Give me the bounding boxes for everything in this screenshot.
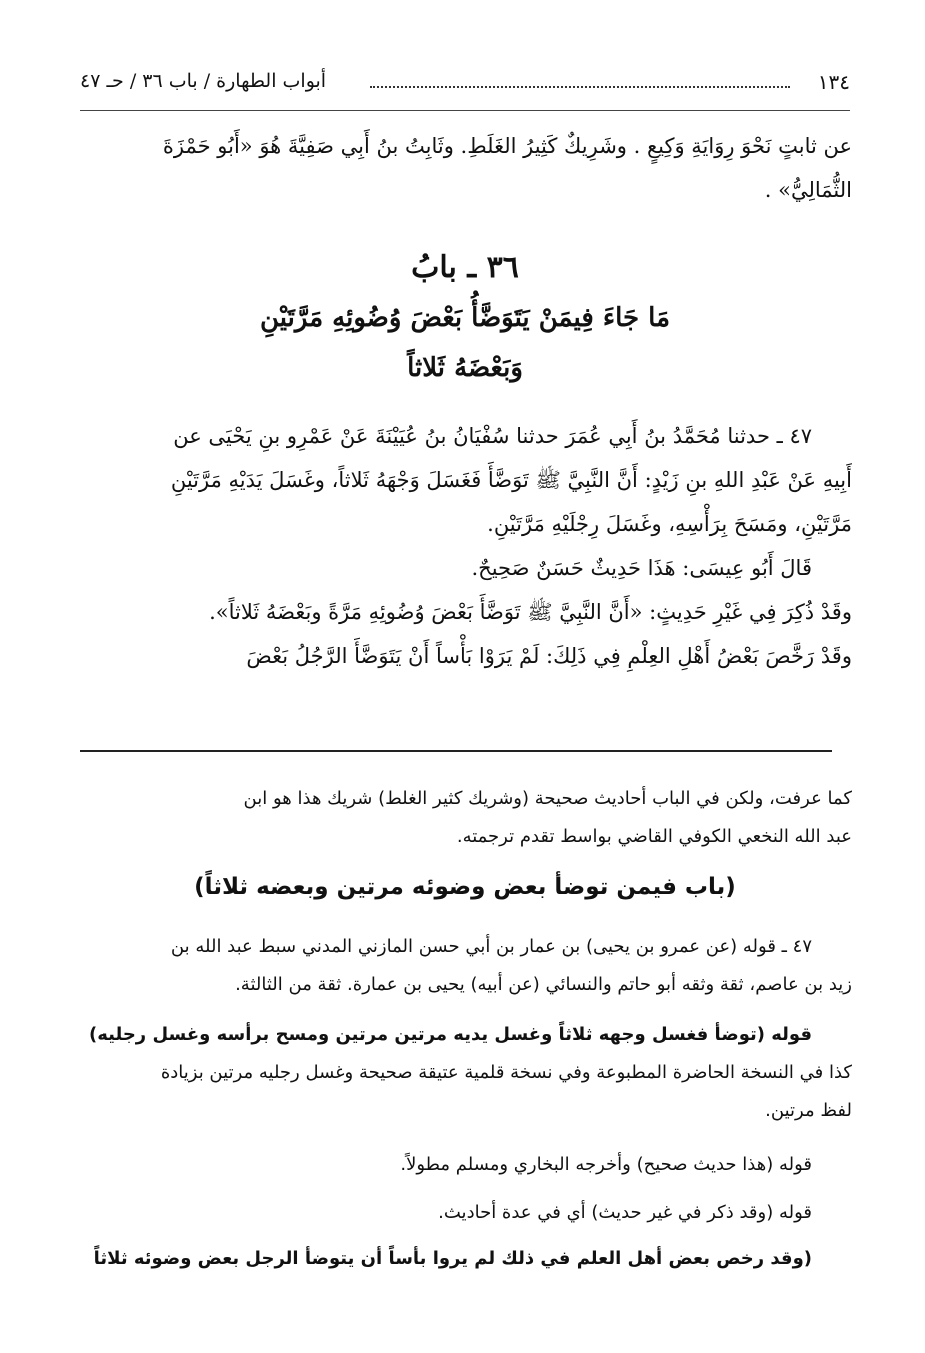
footnote-paragraph-2 — [78, 928, 852, 1004]
text-line: زيد بن عاصم، ثقة وثقه أبو حاتم والنسائي (عن أبيه) يحيى بن عمارة. ثقة من الثالثة. — [235, 974, 852, 995]
text-line: قوله (وقد ذكر في غير حديث) أي في عدة أحاديث. — [438, 1202, 812, 1223]
text-line: (وقد رخص بعض أهل العلم في ذلك لم يروا بأساً أن يتوضأ الرجل بعض وضوئه ثلاثاً — [93, 1248, 812, 1269]
footnote-paragraph-4 — [78, 1146, 852, 1184]
header-rule — [80, 110, 850, 111]
text-line: عبد الله النخعي الكوفي القاضي بواسط تقدم ترجمته. — [456, 826, 852, 847]
footnote-paragraph-6 — [78, 1240, 852, 1278]
text-line: وقَدْ ذُكِرَ فِي غَيْرِ حَدِيثٍ: «أَنَّ النَّبِيَّ ﷺ تَوَضَّأَ بَعْضَ وُضُوئِهِ مَرَّةً وبَعْضَهُ ثَلاثاً». — [209, 600, 852, 624]
chapter-title-line2: وَبَعْضَهُ ثَلاثاً — [407, 353, 523, 383]
text-line: قوله (هذا حديث صحيح) وأخرجه البخاري ومسلم مطولاً. — [400, 1154, 812, 1175]
text-line: لفظ مرتين. — [765, 1100, 852, 1121]
chapter-title-line1: مَا جَاءَ فِيمَنْ يَتَوَضَّأُ بَعْضَ وُضُوئِهِ مَرَّتَيْنِ — [259, 303, 670, 333]
text-line: كذا في النسخة الحاضرة المطبوعة وفي نسخة قلمية عتيقة صحيحة وغسل رجليه مرتين بزيادة — [160, 1062, 852, 1083]
footnote-heading: (باب فيمن توضأ بعض وضوئه مرتين وبعضه ثلاثاً) — [194, 874, 736, 900]
header-dot-leader — [370, 86, 790, 88]
text-line: أَبِيهِ عَنْ عَبْدِ اللهِ بنِ زَيْدٍ: أَنَّ النَّبِيَّ ﷺ تَوَضَّأَ فَغَسَلَ وَجْهَهُ ثَلاثاً، وغَسَلَ يَدَيْهِ مَرَّتَيْنِ — [170, 468, 852, 492]
footnote-paragraph-5 — [78, 1194, 852, 1232]
text-line: وقَدْ رَخَّصَ بَعْضُ أَهْلِ العِلْمِ فِي ذَلِكَ: لَمْ يَرَوْا بَأْساً أَنْ يَتَوَضَّأَ الرَّجُلُ بَعْضَ — [246, 644, 852, 668]
text-line: الثُّمَالِيُّ» . — [764, 178, 852, 202]
page-header — [80, 68, 850, 104]
text-line: قوله (توضأ فغسل وجهه ثلاثاً وغسل يديه مرتين مرتين ومسح برأسه وغسل رجليه) — [89, 1024, 812, 1045]
hadith-paragraph — [78, 414, 852, 678]
text-line: قَالَ أَبُو عِيسَى: هَذَا حَدِيثٌ حَسَنٌ صَحِيحٌ. — [471, 556, 812, 580]
chapter-number: ٣٦ ـ بابُ — [411, 250, 519, 285]
running-title: أبواب الطهارة / باب ٣٦ / حـ ٤٧ — [80, 70, 327, 92]
intro-paragraph — [78, 124, 852, 212]
text-line: مَرَّتَيْنِ، ومَسَحَ بِرَأْسِهِ، وغَسَلَ رِجْلَيْهِ مَرَّتَيْنِ. — [487, 512, 852, 536]
footnote-paragraph-1 — [78, 780, 852, 856]
text-line: ٤٧ ـ قوله (عن عمرو بن يحيى) بن عمار بن أبي حسن المازني المدني سبط عبد الله بن — [170, 936, 812, 957]
text-line: ٤٧ ـ حدثنا مُحَمَّدُ بنُ أَبِي عُمَرَ حدثنا سُفْيَانُ بنُ عُيَيْنَةَ عَنْ عَمْرِو بنِ يَحْيَى عن — [173, 424, 812, 448]
page-number: ١٣٤ — [817, 70, 850, 94]
text-line: كما عرفت، ولكن في الباب أحاديث صحيحة (وشريك كثير الغلط) شريك هذا هو ابن — [243, 788, 852, 809]
text-line: عن ثابتٍ نَحْوَ رِوَايَةِ وَكِيعٍ . وشَرِيكٌ كَثِيرُ الغَلَطِ. وثَابِتُ بنُ أَبِي صَفِيَّةَ هُوَ «أَبُو حَمْزَةَ — [162, 134, 852, 158]
footnote-paragraph-3 — [78, 1016, 852, 1130]
footnote-rule — [80, 750, 832, 752]
